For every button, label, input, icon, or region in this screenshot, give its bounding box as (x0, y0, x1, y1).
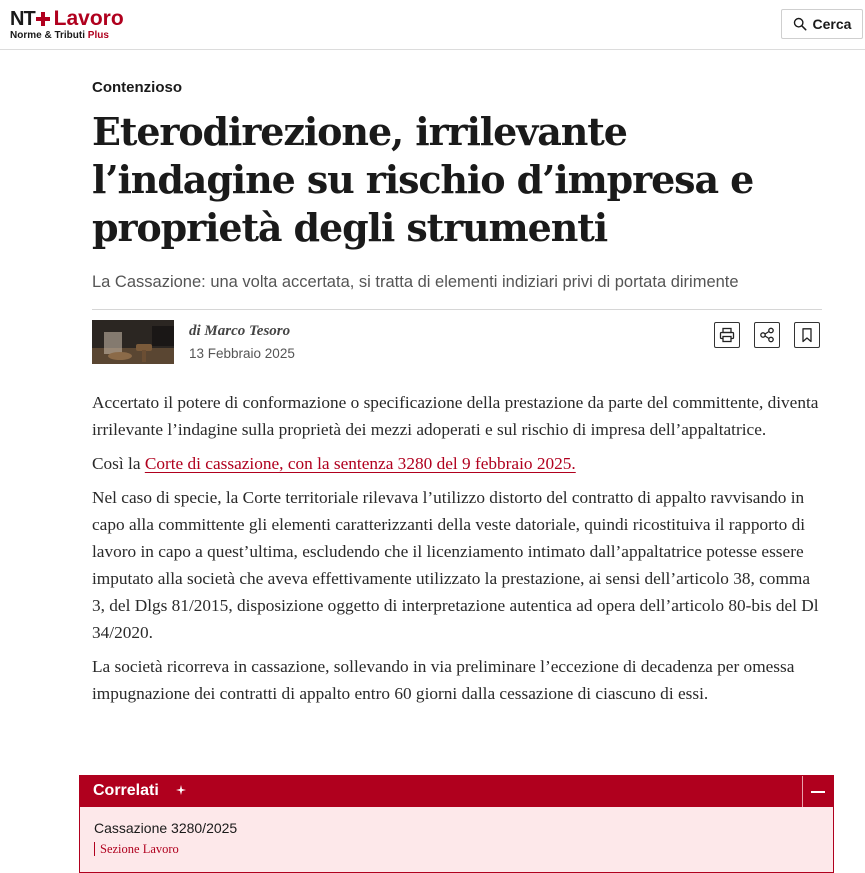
sparkle-icon (176, 785, 186, 795)
minus-icon (811, 791, 825, 793)
correlati-panel (79, 775, 834, 873)
logo-cross-icon (36, 12, 50, 26)
related-item-title[interactable]: Cassazione 3280/2025 (94, 820, 238, 836)
search-button[interactable] (781, 9, 863, 39)
print-button[interactable] (714, 322, 740, 348)
share-icon (759, 327, 775, 343)
bookmark-button[interactable] (794, 322, 820, 348)
article-title: Eterodirezione, irrilevante l’indagine su rischio d’impresa e proprietà degli strumenti (92, 109, 754, 250)
search-icon (793, 17, 807, 31)
collapse-button[interactable] (802, 776, 833, 807)
top-bar (0, 0, 865, 50)
correlati-header (80, 776, 833, 807)
logo-subtitle: Norme & Tributi (10, 30, 86, 41)
site-logo[interactable] (10, 9, 124, 41)
print-icon (719, 327, 735, 343)
correlati-title: Correlati (93, 782, 159, 799)
logo-plus: Plus (87, 30, 109, 41)
paragraph (92, 450, 822, 477)
logo-nt: NT (10, 8, 35, 30)
divider (92, 309, 822, 310)
paragraph: Nel caso di specie, la Corte territoriale rilevava l’utilizzo distorto del contratto di appalto ravvisando in capo alla committente gli elementi caratterizzanti della veste datoriale, quindi ricostituiva il rapporto di lavoro in capo a quest’ultima, escludendo che il licenziamento intimato dall’appaltatrice potesse essere imputato alla società che aveva effettivamente utilizzato la prestazione, ai sensi dell’articolo 38, comma 3, del Dlgs 81/2015, disposizione oggetto di interpretazione autentica ad opera dell’articolo 80-bis del Dl 34/2020. (92, 488, 819, 642)
search-label: Cerca (812, 16, 852, 32)
paragraph-text: Così la (92, 454, 145, 473)
byline (92, 320, 822, 364)
logo-brand: Lavoro (53, 7, 124, 30)
gavel-illustration (92, 320, 174, 364)
article-subtitle: La Cassazione: una volta accertata, si tratta di elementi indiziari privi di portata dirimente (92, 273, 739, 291)
article-thumbnail (92, 320, 174, 364)
sentence-link[interactable]: Corte di cassazione, con la sentenza 3280 del 9 febbraio 2025. (144, 454, 576, 473)
article-body (92, 389, 822, 714)
bookmark-icon (799, 327, 815, 343)
publish-date: 13 Febbraio 2025 (189, 346, 295, 361)
paragraph: Accertato il potere di conformazione o specificazione della prestazione da parte del committente, diventa irrilevante l’indagine sulla proprietà dei mezzi adoperati e sul rischio di impresa dell’appaltatrice. (92, 393, 819, 439)
related-item-section[interactable]: Sezione Lavoro (94, 842, 179, 856)
author-name[interactable]: di Marco Tesoro (189, 323, 291, 339)
section-label[interactable]: Contenzioso (92, 79, 182, 96)
paragraph: La società ricorreva in cassazione, sollevando in via preliminare l’eccezione di decadenza per omessa impugnazione dei contratti di appalto entro 60 giorni dalla cessazione di ciascuno di essi. (92, 657, 795, 703)
share-button[interactable] (754, 322, 780, 348)
